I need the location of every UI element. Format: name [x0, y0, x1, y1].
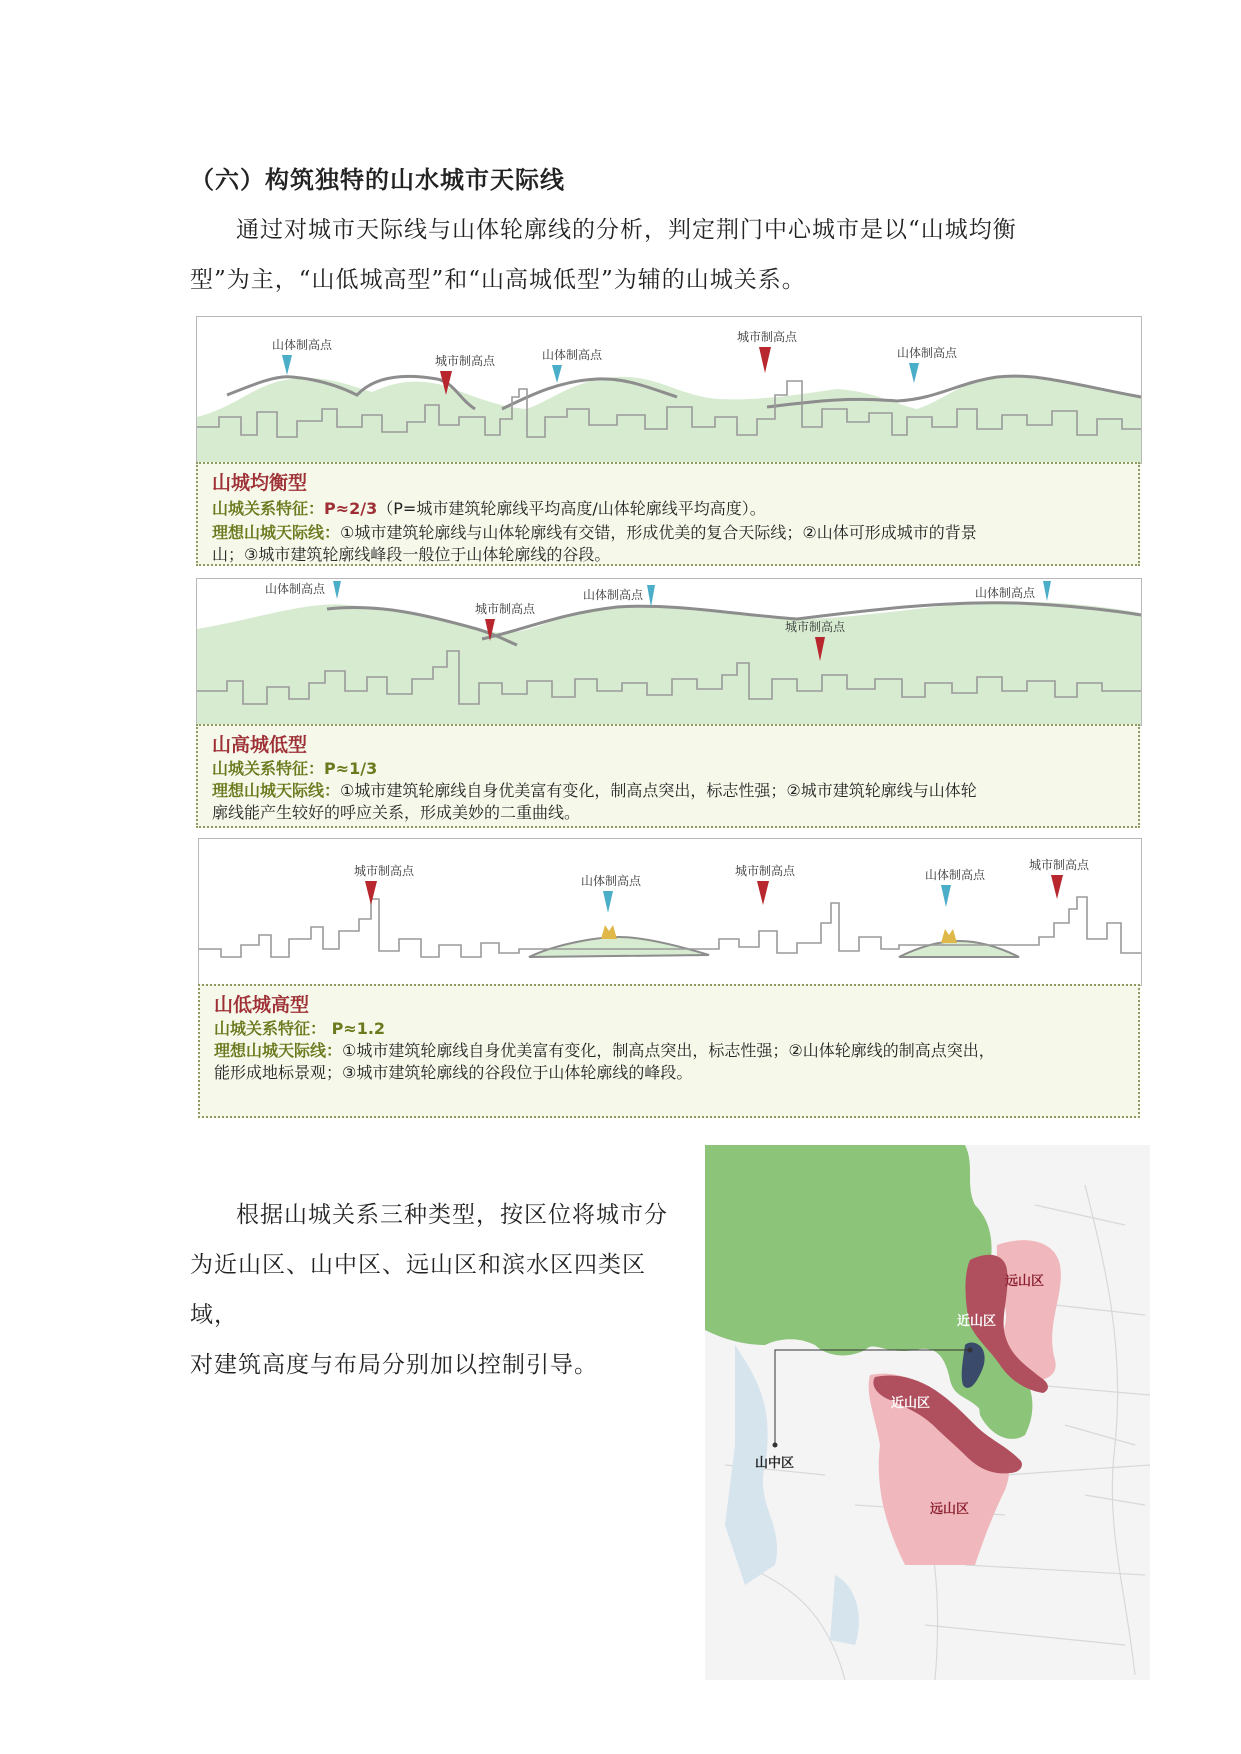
city-peak-label: 城市制高点 [354, 864, 415, 878]
caption-title: 山城均衡型 [212, 472, 308, 494]
caption-balanced [196, 462, 1140, 566]
mountain-peak-label: 山体制高点 [583, 588, 644, 602]
city-peak-marker-2 [737, 329, 798, 373]
caption-feature: 山城关系特征：P≈2/3（P=城市建筑轮廓线平均高度/山体轮廓线平均高度）。 [212, 499, 766, 518]
intro-line-2: 型”为主，“山低城高型”和“山高城低型”为辅的山城关系。 [190, 267, 806, 293]
caption-mountain-high [196, 724, 1140, 828]
caption-ideal: 理想山城天际线：①城市建筑轮廓线自身优美富有变化，制高点突出，标志性强；②山体轮廓线的制高点突出， [214, 1041, 995, 1060]
city-peak-marker-1 [354, 863, 415, 905]
city-peak-label: 城市制高点 [435, 354, 496, 368]
near-zone-label: 近山区 [957, 1314, 997, 1329]
zoning-line-3: 对建筑高度与布局分别加以控制引导。 [190, 1352, 598, 1378]
far-zone-label: 远山区 [930, 1502, 970, 1517]
caption-ideal-cont: 能形成地标景观；③城市建筑轮廓线的谷段位于山体轮廓线的峰段。 [214, 1063, 693, 1082]
mountain-peak-label: 山体制高点 [542, 348, 603, 362]
caption-ideal-cont: 山；③城市建筑轮廓线峰段一般位于山体轮廓线的谷段。 [212, 545, 611, 564]
caption-feature: 山城关系特征： P≈1.2 [214, 1019, 386, 1038]
zoning-line-1: 根据山城关系三种类型，按区位将城市分 [236, 1202, 668, 1228]
caption-ideal: 理想山城天际线：①城市建筑轮廓线自身优美富有变化，制高点突出，标志性强；②城市建筑轮廓线与山体轮 [212, 781, 977, 800]
mountain-peak-marker-2 [925, 867, 986, 907]
caption-title: 山高城低型 [212, 734, 308, 756]
city-peak-marker-3 [1029, 857, 1090, 899]
near-zone-label: 近山区 [891, 1396, 931, 1411]
caption-city-high [198, 984, 1140, 1118]
zoning-paragraph [190, 1190, 690, 1390]
city-peak-marker-2 [735, 863, 796, 905]
skyline-diagram-mountain-high [196, 578, 1142, 726]
mid-zone-label: 山中区 [755, 1456, 795, 1471]
mountain-peak-marker-1 [272, 337, 333, 375]
mountain-peak-label: 山体制高点 [581, 874, 642, 888]
intro-line-1: 通过对城市天际线与山体轮廓线的分析，判定荆门中心城市是以“山城均衡 [236, 217, 1017, 243]
zoning-line-2: 为近山区、山中区、远山区和滨水区四类区域， [190, 1252, 646, 1328]
caption-ideal-cont: 廓线能产生较好的呼应关系，形成美妙的二重曲线。 [212, 803, 581, 822]
mountain-peak-label: 山体制高点 [975, 586, 1036, 600]
mountain-peak-label: 山体制高点 [272, 338, 333, 352]
city-peak-label: 城市制高点 [735, 864, 796, 878]
mountain-peak-marker-3 [975, 581, 1051, 601]
city-peak-label: 城市制高点 [1029, 858, 1090, 872]
section-heading: （六）构筑独特的山水城市天际线 [190, 166, 565, 194]
caption-title: 山低城高型 [214, 994, 310, 1016]
skyline-diagram-balanced [196, 316, 1142, 464]
mountain-peak-marker-1 [581, 873, 642, 913]
mountain-peak-marker-2 [583, 585, 655, 607]
city-peak-label: 城市制高点 [475, 602, 536, 616]
city-peak-label: 城市制高点 [737, 330, 798, 344]
mountain-peak-marker-3 [897, 345, 958, 383]
mountain-peak-label: 山体制高点 [265, 582, 326, 596]
intro-paragraph [190, 205, 1070, 305]
far-zone-label: 远山区 [1005, 1274, 1045, 1289]
city-peak-label: 城市制高点 [785, 620, 846, 634]
mountain-peak-marker-2 [542, 347, 603, 383]
caption-ideal: 理想山城天际线：①城市建筑轮廓线与山体轮廓线有交错，形成优美的复合天际线；②山体可形成城市的背景 [212, 523, 977, 542]
skyline-diagram-city-high [198, 838, 1142, 986]
zoning-map [705, 1145, 1150, 1680]
mountain-peak-label: 山体制高点 [897, 346, 958, 360]
mountain-peak-label: 山体制高点 [925, 868, 986, 882]
caption-feature: 山城关系特征：P≈1/3 [212, 759, 378, 778]
mountain-peak-marker-1 [265, 581, 341, 599]
